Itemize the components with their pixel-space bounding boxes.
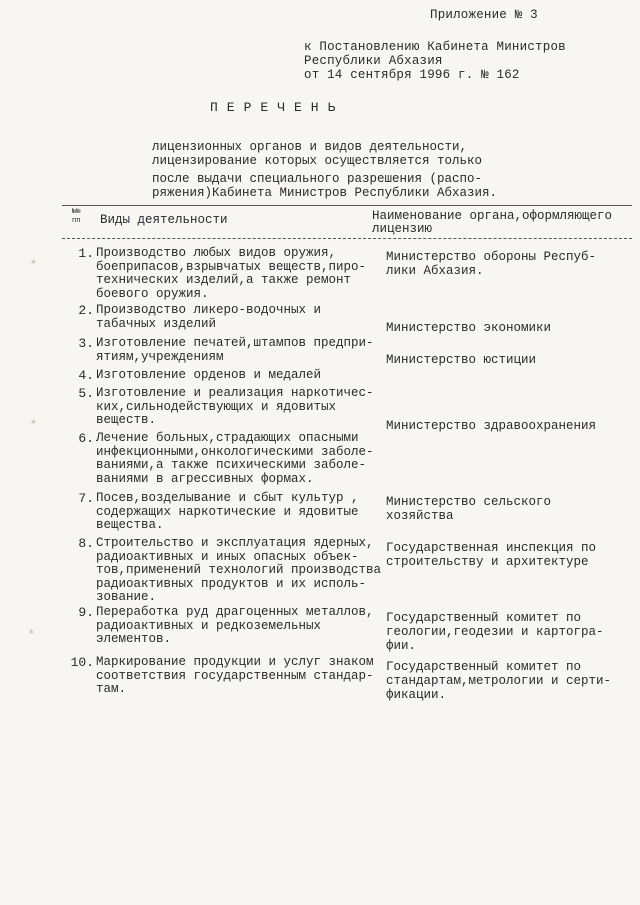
row-organ: Министерство экономики <box>386 321 552 335</box>
row-activity: Лечение больных,страдающих опасными инфекционными,онкологическими заболе- ваниями,а также психическими заболе- ваниями в агрессивных формах. <box>96 431 374 486</box>
row-number: 3. <box>78 336 94 351</box>
row-activity: Маркирование продукции и услуг знаком соответствия государственным стандар- там. <box>96 655 374 696</box>
row-organ: Государственный комитет по стандартам,метрологии и серти- фикации. <box>386 660 612 702</box>
row-number: 2. <box>78 303 94 318</box>
row-activity: Изготовление орденов и медалей <box>96 368 322 382</box>
margin-mark: ✶ <box>30 257 37 269</box>
row-organ: Министерство обороны Респуб- лики Абхазия. <box>386 250 597 278</box>
appendix-date-line: от 14 сентября 1996 г. № 162 <box>304 68 520 82</box>
table-top-rule <box>62 205 632 206</box>
row-organ: Министерство юстиции <box>386 353 537 367</box>
margin-mark: ✶ <box>28 627 35 639</box>
subtitle-line-1: лицензионных органов и видов деятельности, <box>152 140 468 154</box>
row-number: 8. <box>78 536 94 551</box>
row-organ: Министерство сельского хозяйства <box>386 495 552 523</box>
subtitle-line-4: ряжения)Кабинета Министров Республики Абхазия. <box>152 186 498 200</box>
table-header-rule <box>62 238 632 239</box>
table-header-number: №№ пп <box>72 208 81 225</box>
row-number: 10. <box>70 655 94 670</box>
subtitle-line-2: лицензирование которых осуществляется только <box>152 154 483 168</box>
row-number: 6. <box>78 431 94 446</box>
subtitle-line-3: после выдачи специального разрешения (распо- <box>152 172 483 186</box>
row-number: 4. <box>78 368 94 383</box>
row-organ: Государственная инспекция по строительству и архитектуре <box>386 541 597 569</box>
row-activity: Переработка руд драгоценных металлов, радиоактивных и редкоземельных элементов. <box>96 605 374 646</box>
row-number: 5. <box>78 386 94 401</box>
row-number: 9. <box>78 605 94 620</box>
table-header-activity: Виды деятельности <box>100 213 228 227</box>
row-activity: Строительство и эксплуатация ядерных, радиоактивных и иных опасных объек- тов,применений технологий производства радиоактивных продуктов и их исполь- зование. <box>96 536 382 604</box>
row-number: 1. <box>78 246 94 261</box>
document-title: ПЕРЕЧЕНЬ <box>210 100 345 115</box>
row-organ: Министерство здравоохранения <box>386 419 597 433</box>
appendix-republic-line: Республики Абхазия <box>304 54 443 68</box>
margin-mark: ✶ <box>30 417 37 429</box>
row-activity: Посев,возделывание и сбыт культур , содержащих наркотические и ядовитые вещества. <box>96 491 359 532</box>
row-number: 7. <box>78 491 94 506</box>
row-activity: Производство ликеро-водочных и табачных изделий <box>96 303 322 331</box>
row-organ: Государственный комитет по геологии,геодезии и картогра- фии. <box>386 611 604 653</box>
row-activity: Производство любых видов оружия, боеприпасов,взрывчатых веществ,пиро- технических изделий,а также ремонт боевого оружия. <box>96 246 367 301</box>
appendix-title: Приложение № 3 <box>430 8 538 22</box>
table-header-organ: Наименование органа,оформляющего лицензию <box>372 209 613 236</box>
row-activity: Изготовление и реализация наркотичес- ких,сильнодействующих и ядовитых веществ. <box>96 386 374 427</box>
appendix-resolution-line: к Постановлению Кабинета Министров <box>304 40 566 54</box>
row-activity: Изготовление печатей,штампов предпри- ятиям,учреждениям <box>96 336 374 364</box>
